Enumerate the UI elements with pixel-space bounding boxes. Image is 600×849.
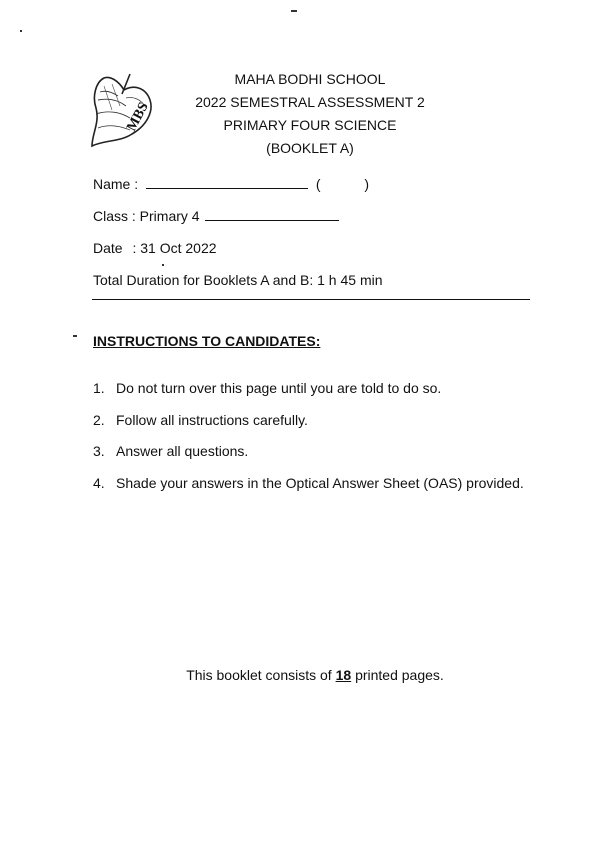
- name-label: Name :: [93, 176, 139, 192]
- name-blank[interactable]: [146, 176, 308, 189]
- subject-title: PRIMARY FOUR SCIENCE: [223, 117, 397, 133]
- footer-prefix: This booklet consists of: [186, 667, 332, 683]
- instruction-text: Follow all instructions carefully.: [116, 411, 308, 428]
- date-value: : 31 Oct 2022: [132, 240, 217, 256]
- instruction-number: 3.: [93, 443, 105, 459]
- scan-speck: [162, 264, 164, 266]
- instructions-list: [93, 380, 533, 506]
- instruction-number: 2.: [93, 411, 105, 428]
- name-paren-close: ): [364, 176, 370, 192]
- scan-speck: [291, 10, 297, 12]
- duration-field: [93, 272, 383, 288]
- instruction-number: 4.: [93, 474, 105, 491]
- school-name: MAHA BODHI SCHOOL: [234, 71, 386, 87]
- header-divider: [92, 299, 530, 300]
- date-label: Date: [93, 240, 123, 256]
- page-count: 18: [335, 667, 352, 683]
- class-label: Class : Primary 4: [93, 208, 200, 224]
- assessment-title: 2022 SEMESTRAL ASSESSMENT 2: [195, 94, 425, 110]
- bodhi-leaf-logo-icon: [90, 70, 156, 150]
- instruction-text: Answer all questions.: [116, 443, 249, 459]
- logo-monogram: MBS: [124, 100, 152, 134]
- scan-speck: [73, 335, 77, 337]
- footer-suffix: printed pages.: [355, 667, 444, 683]
- duration-text: Total Duration for Booklets A and B: 1 h 45 min: [93, 272, 383, 288]
- index-blank[interactable]: [324, 177, 360, 189]
- class-blank[interactable]: [205, 208, 339, 221]
- instruction-item: [93, 380, 533, 412]
- instruction-item: [93, 412, 533, 444]
- scan-speck: [20, 30, 22, 32]
- document-header: [190, 68, 430, 160]
- name-paren-open: (: [315, 176, 321, 192]
- instruction-number: 1.: [93, 380, 105, 396]
- booklet-label: (BOOKLET A): [266, 140, 354, 156]
- date-field-row: [93, 240, 217, 256]
- class-field-row: [93, 208, 339, 224]
- instruction-text: Shade your answers in the Optical Answer Sheet (OAS) provided.: [116, 474, 524, 491]
- page-count-footer: [0, 667, 600, 683]
- instruction-item: [93, 475, 533, 507]
- name-field-row: [93, 176, 369, 192]
- instructions-heading: INSTRUCTIONS TO CANDIDATES:: [93, 333, 321, 349]
- instruction-item: [93, 443, 533, 475]
- instruction-text: Do not turn over this page until you are told to do so.: [116, 380, 442, 396]
- school-logo: [90, 70, 156, 150]
